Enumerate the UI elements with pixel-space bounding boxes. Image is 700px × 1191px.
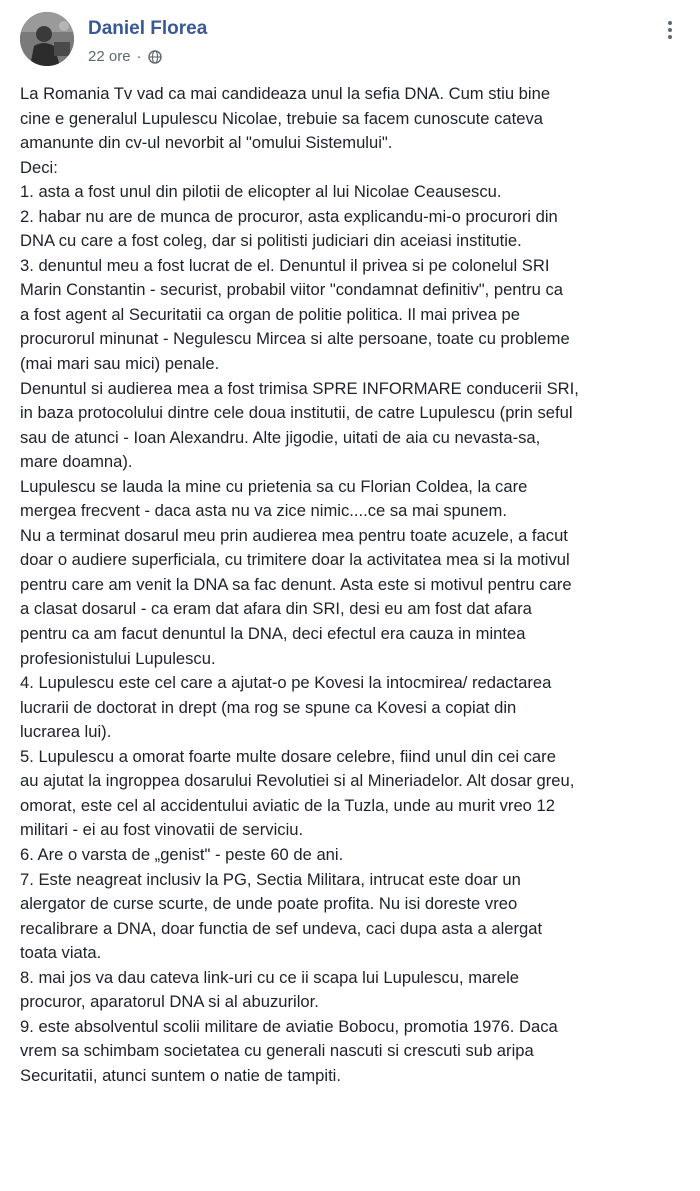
post-text-line: Deci: <box>20 157 58 177</box>
post-text-line: militari - ei au fost vinovatii de serviciu. <box>20 820 304 840</box>
post-meta <box>88 48 162 65</box>
avatar[interactable] <box>20 12 74 66</box>
post-text-line: 6. Are o varsta de „genist" - peste 60 de ani. <box>20 844 344 864</box>
globe-icon[interactable] <box>148 50 162 64</box>
post-text-line: alergator de curse scurte, de unde poate profita. Nu isi doreste vreo <box>20 894 518 914</box>
post-text-line: Denuntul si audierea mea a fost trimisa SPRE INFORMARE conducerii SRI, <box>20 378 579 398</box>
post-text-line: procuror, aparatorul DNA si al abuzurilor. <box>20 992 319 1012</box>
post-text-line: au ajutat la ingropрea dosarului Revolutiei si al Mineriadelor. Alt dosar greu, <box>20 771 575 791</box>
post-text-line: Marin Constantin - securist, probabil viitor "condamnat definitiv", pentru ca <box>20 280 564 300</box>
post-text-line: pentru ca am facut denuntul la DNA, deci efectul era cauza in mintea <box>20 624 526 644</box>
post-text-line: lucrarea lui). <box>20 722 112 742</box>
post-text-line: mare doamna). <box>20 452 133 472</box>
post-text-line: lucrarii de doctorat in drept (ma rog se spune ca Kovesi a copiat din <box>20 697 517 717</box>
post-text-line: omorat, este cel al accidentului aviatic de la Tuzla, unde au murit vreo 12 <box>20 795 555 815</box>
post-text-line: DNA cu care a fost coleg, dar si politisti judiciari din aceiasi institutie. <box>20 231 522 251</box>
post-text-line: a fost agent al Securitatii ca organ de politie politica. Il mai priveа pe <box>20 304 520 324</box>
post-text-line: 8. mai jos va dau cateva link-uri cu ce ii scapa lui Lupulescu, marele <box>20 967 519 987</box>
post-text-line: La Romania Tv vad ca mai candideaza unul la sefia DNA. Cum stiu bine <box>20 84 551 103</box>
post-header <box>20 12 680 68</box>
post-text-line: 5. Lupulescu a omorat foarte multe dosare celebre, fiind unul din cei care <box>20 746 556 766</box>
post-text-line: 3. denuntul meu a fost lucrat de el. Denuntul il priveа si pe colonelul SRI <box>20 255 550 275</box>
post-text-line: Securitatii, atunci suntem o natie de tampiti. <box>20 1065 341 1085</box>
post-text-line: Nu a terminat dosarul meu prin audierea mea pentru toate acuzele, a facut <box>20 525 568 545</box>
post-text-line: vrem sa schimbam societatea cu generali nascuti si crescuti sub aripa <box>20 1041 534 1061</box>
meta-separator: · <box>136 48 142 65</box>
post-text-line: 1. asta a fost unul din pilotii de elicopter al lui Nicolae Ceausescu. <box>20 182 502 202</box>
author-name[interactable]: Daniel Florea <box>88 18 208 39</box>
post-text-line: (mai mari sau mici) penale. <box>20 354 220 374</box>
post-time[interactable]: 22 ore <box>88 48 131 65</box>
post-text-line: Lupulescu se lauda la mine cu prietenia sa cu Florian Coldea, la care <box>20 476 528 496</box>
post-text-line: 4. Lupulescu este cel care a ajutat-o pe Kovesi la intocmirea/ redactarea <box>20 673 552 693</box>
post-text-line: amanunte din cv-ul nevorbit al "omului Sistemului". <box>20 133 393 153</box>
post-text-line: toata viata. <box>20 943 102 963</box>
post-text-line: procurorul minunat - Negulescu Mircea si alte persoane, toate cu probleme <box>20 329 570 349</box>
post-text-line: mergea frecvent - daca asta nu va zice nimic....ce sa mai spunem. <box>20 501 507 521</box>
post-text-line: a clasat dosarul - ca eram dat afara din SRI, desi eu am fost dat afara <box>20 599 532 619</box>
avatar-photo <box>20 12 74 66</box>
post-text-line: sau de atunci - Ioan Alexandru. Alte jigodie, uitati de aia cu nevasta-sa, <box>20 427 541 447</box>
post-text-line: 7. Este neagreat inclusiv la PG, Sectia Militara, intrucat este doar un <box>20 869 521 889</box>
post-text-line: 2. habar nu are de munca de procuror, asta explicandu-mi-o procurori din <box>20 206 558 226</box>
post-text-line: 9. este absolventul scolii militare de aviatie Bobocu, promotia 1976. Daca <box>20 1016 558 1036</box>
post-text-line: cine e generalul Lupulescu Nicolae, trebuie sa facem cunoscute cateva <box>20 108 544 128</box>
post-text-line: pentru care am venit la DNA sa fac denunt. Asta este si motivul pentru care <box>20 574 572 594</box>
post-text <box>20 82 688 1088</box>
post-text-line: in baza protocolului dintre cele doua institutii, de catre Lupulescu (prin seful <box>20 403 573 423</box>
post-text-line: doar o audiere superficiala, cu trimitere doar la activitatea mea si la motivul <box>20 550 570 570</box>
more-options-icon[interactable] <box>660 18 680 42</box>
post-text-line: recalibrare a DNA, doar functia de sef undeva, caci dupa asta a alergat <box>20 918 543 938</box>
post-text-line: profesionistului Lupulescu. <box>20 648 216 668</box>
